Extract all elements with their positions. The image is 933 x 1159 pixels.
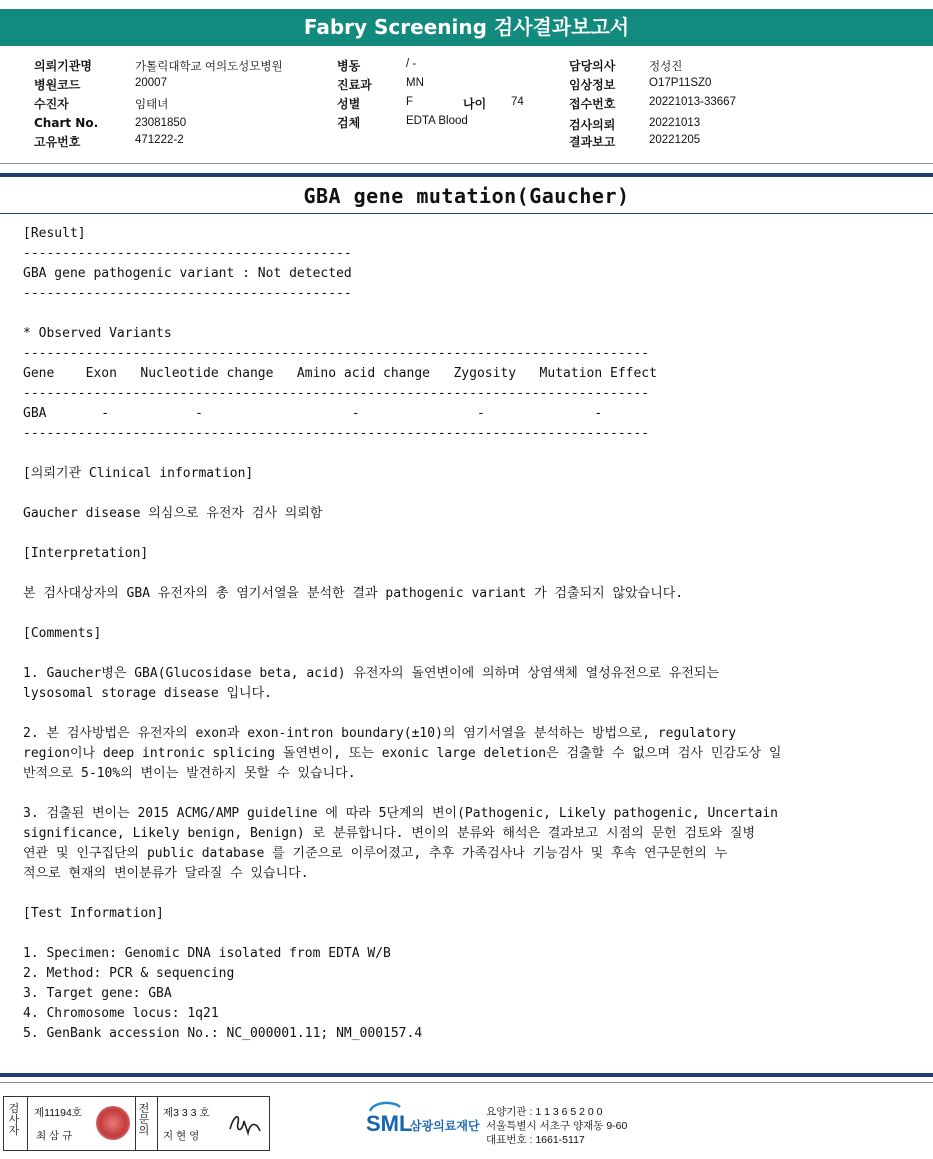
reviewer-name: 지 현 영 [163,1130,200,1142]
body-line: -------------------------------------------------------------------------------- [23,346,650,361]
body-blank-line [23,704,928,724]
body-line: [Interpretation] [23,546,149,561]
body-line: 4. Chromosome locus: 1q21 [23,1006,219,1021]
seal-stamp [96,1106,130,1140]
sex-label: 성별 [337,97,361,111]
body-line: region이나 deep intronic splicing 돌연변이, 또는 exonic large deletion은 검출할 수 없으며 검사 민감도상 일 [23,746,782,761]
body-blank-line [23,784,928,804]
reviewer-label: 전문의 [138,1102,150,1137]
inspector-no: 제11194호 [34,1107,82,1119]
clinical-info-label: 임상정보 [569,78,616,92]
body-line: 2. Method: PCR & sequencing [23,966,235,981]
clinical-info-value: O17P11SZ0 [649,77,712,89]
institution-label: 의뢰기관명 [34,59,92,73]
chart-no-value: 23081850 [135,117,187,129]
physician-value: 정성진 [649,61,683,73]
body-line: [의뢰기관 Clinical information] [23,466,254,481]
org-name: 삼광의료재단 [410,1119,480,1133]
body-line: 3. Target gene: GBA [23,986,172,1001]
report-body [23,224,928,1044]
body-line: 반적으로 5-10%의 변이는 발견하지 못할 수 있습니다. [23,766,356,781]
body-line: 적으로 현재의 변이분류가 달라질 수 있습니다. [23,866,309,881]
unique-no-label: 고유번호 [34,135,81,149]
bottom-thick-rule [0,1073,933,1077]
body-blank-line [23,644,928,664]
body-blank-line [23,604,928,624]
body-line: 1. Gaucher병은 GBA(Glucosidase beta, acid) 유전자의 돌연변이에 의하며 상염색체 열성유전으로 유전되는 [23,666,719,681]
hospital-code-label: 병원코드 [34,78,81,92]
sml-logo-text: SML [366,1111,413,1136]
request-date-value: 20221013 [649,117,701,129]
age-value: 74 [511,96,524,108]
signature [226,1109,264,1139]
unique-no-value: 471222-2 [135,134,184,146]
header-divider [0,163,933,164]
chart-no-label: Chart No. [34,116,99,130]
patient-label: 수진자 [34,97,69,111]
body-line: [Test Information] [23,906,164,921]
body-line: ------------------------------------------ [23,246,352,261]
org-phone: 대표번호 : 1661-5117 [486,1134,585,1146]
specimen-value: EDTA Blood [406,115,468,127]
body-line: 5. GenBank accession No.: NC_000001.11; NM_000157.4 [23,1026,423,1041]
footer-divider [0,1082,933,1083]
body-blank-line [23,564,928,584]
report-date-value: 20221205 [649,134,701,146]
signature-box [3,1096,270,1151]
reviewer-no: 제3 3 3 호 [163,1107,210,1119]
department-label: 진료과 [337,78,372,92]
body-line: Gene Exon Nucleotide change Amino acid change Zygosity Mutation Effect [23,366,657,381]
specimen-label: 검체 [337,116,361,130]
hospital-code-value: 20007 [135,77,167,89]
receipt-no-label: 접수번호 [569,97,616,111]
age-label: 나이 [463,97,487,111]
body-line: GBA - - - - - [23,406,603,421]
physician-label: 담당의사 [569,59,616,73]
ward-value: / - [406,58,417,70]
body-blank-line [23,484,928,504]
body-line: 연관 및 인구집단의 public database 를 기준으로 이루어졌고, 추후 가족검사나 기능검사 및 후속 연구문헌의 누 [23,846,728,861]
report-date-label: 결과보고 [569,135,616,149]
institution-value: 가톨릭대학교 여의도성모병원 [135,61,283,73]
test-title: GBA gene mutation(Gaucher) [303,184,630,208]
report-title: Fabry Screening 검사결과보고서 [0,9,933,46]
body-line: ------------------------------------------ [23,286,352,301]
sex-value: F [406,96,414,108]
body-blank-line [23,884,928,904]
inspector-label: 검사자 [8,1102,20,1137]
body-line: [Comments] [23,626,102,641]
body-line: 1. Specimen: Genomic DNA isolated from EDTA W/B [23,946,391,961]
body-blank-line [23,304,928,324]
body-blank-line [23,444,928,464]
body-line: Gaucher disease 의심으로 유전자 검사 의뢰함 [23,506,323,521]
ward-label: 병동 [337,59,361,73]
body-line: significance, Likely benign, Benign) 로 분류합니다. 변이의 분류와 해석은 결과보고 시점의 문헌 검토와 질병 [23,826,756,841]
body-line: GBA gene pathogenic variant : Not detected [23,266,352,281]
org-address: 서울특별시 서초구 양재동 9-60 [486,1120,628,1132]
body-line: lysosomal storage disease 입니다. [23,686,272,701]
body-blank-line [23,924,928,944]
body-line: 본 검사대상자의 GBA 유전자의 총 염기서열을 분석한 결과 pathogenic variant 가 검출되지 않았습니다. [23,586,684,601]
title-underline [0,213,933,214]
body-line: 3. 검출된 변이는 2015 ACMG/AMP guideline 에 따라 5단계의 변이(Pathogenic, Likely pathogenic, Uncertain [23,806,778,821]
body-line: 2. 본 검사방법은 유전자의 exon과 exon-intron boundary(±10)의 염기서열을 분석하는 방법으로, regulatory [23,726,737,741]
body-line: * Observed Variants [23,326,172,341]
license-number: 요양기관 : 1 1 3 6 5 2 0 0 [486,1106,603,1118]
patient-value: 임태녀 [135,99,169,111]
body-line: -------------------------------------------------------------------------------- [23,426,650,441]
inspector-name: 최 삼 규 [36,1130,73,1142]
receipt-no-value: 20221013-33667 [649,96,736,108]
department-value: MN [406,77,424,89]
top-thick-rule [0,173,933,177]
body-line: [Result] [23,226,86,241]
body-blank-line [23,524,928,544]
body-line: -------------------------------------------------------------------------------- [23,386,650,401]
request-date-label: 검사의뢰 [569,118,616,132]
